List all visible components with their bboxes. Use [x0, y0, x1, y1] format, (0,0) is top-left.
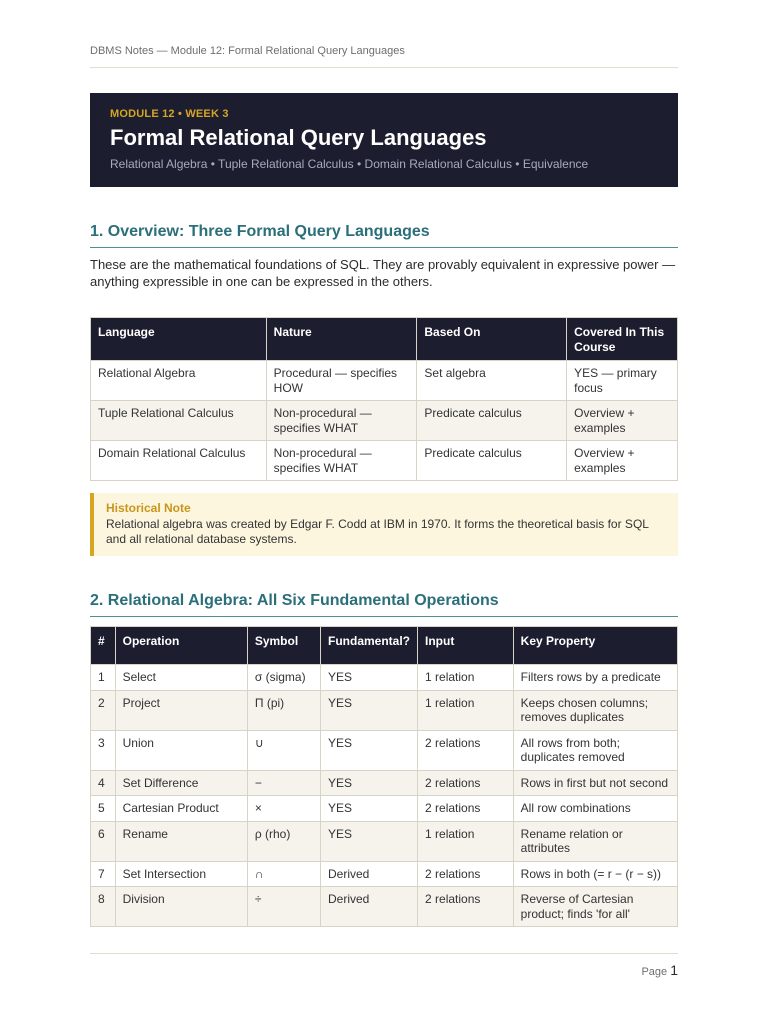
table-cell: Predicate calculus	[417, 441, 567, 481]
table-cell: ×	[247, 796, 320, 822]
table-cell: Division	[115, 887, 247, 927]
section-1-heading: 1. Overview: Three Formal Query Languages	[90, 223, 678, 248]
operations-table	[90, 626, 678, 927]
callout-body: Relational algebra was created by Edgar F. Codd at IBM in 1970. It forms the theoretical basis for SQL and all relational database systems.	[106, 517, 649, 546]
footer-divider	[90, 953, 678, 954]
table-cell: Set algebra	[417, 361, 567, 401]
table-cell: Overview + examples	[567, 401, 678, 441]
table-cell: Union	[115, 730, 247, 770]
column-header: Language	[91, 318, 267, 361]
page-number	[641, 962, 678, 978]
table-cell: Domain Relational Calculus	[91, 441, 267, 481]
section-2-heading: 2. Relational Algebra: All Six Fundamental Operations	[90, 592, 678, 617]
table-cell: 8	[91, 887, 116, 927]
table-cell: Reverse of Cartesian product; finds 'for all'	[513, 887, 677, 927]
table-cell: Rename relation or attributes	[513, 821, 677, 861]
table-cell: Non-procedural — specifies WHAT	[266, 441, 417, 481]
table-cell: All row combinations	[513, 796, 677, 822]
table-cell: Overview + examples	[567, 441, 678, 481]
table-cell: Cartesian Product	[115, 796, 247, 822]
table-cell: Set Difference	[115, 770, 247, 796]
table-cell: ρ (rho)	[247, 821, 320, 861]
table-cell: All rows from both; duplicates removed	[513, 730, 677, 770]
module-kicker: MODULE 12 • WEEK 3	[110, 108, 229, 120]
table-cell: ÷	[247, 887, 320, 927]
module-banner	[90, 93, 678, 187]
table-header-row	[91, 627, 678, 665]
table-cell: YES	[321, 690, 418, 730]
table-row	[91, 887, 678, 927]
table-cell: YES	[321, 796, 418, 822]
table-row	[91, 770, 678, 796]
table-cell: 2 relations	[418, 861, 514, 887]
table-cell: 3	[91, 730, 116, 770]
table-cell: 1 relation	[418, 690, 514, 730]
table-cell: 2	[91, 690, 116, 730]
table-row	[91, 665, 678, 691]
table-cell: 7	[91, 861, 116, 887]
table-cell: 2 relations	[418, 887, 514, 927]
table-cell: YES	[321, 665, 418, 691]
table-cell: Relational Algebra	[91, 361, 267, 401]
table-cell: Π (pi)	[247, 690, 320, 730]
table-cell: 1 relation	[418, 821, 514, 861]
column-header: Key Property	[513, 627, 677, 665]
table-row	[91, 861, 678, 887]
page-subtitle: Relational Algebra • Tuple Relational Calculus • Domain Relational Calculus • Equivalence	[110, 157, 589, 171]
table-cell: YES	[321, 770, 418, 796]
table-cell: Rows in first but not second	[513, 770, 677, 796]
column-header: Covered In This Course	[567, 318, 678, 361]
table-cell: YES — primary focus	[567, 361, 678, 401]
table-cell: 1 relation	[418, 665, 514, 691]
table-cell: Select	[115, 665, 247, 691]
table-cell: Rows in both (= r − (r − s))	[513, 861, 677, 887]
table-cell: 1	[91, 665, 116, 691]
column-header: Operation	[115, 627, 247, 665]
table-cell: Set Intersection	[115, 861, 247, 887]
table-cell: Filters rows by a predicate	[513, 665, 677, 691]
languages-table	[90, 317, 678, 481]
column-header: Fundamental?	[321, 627, 418, 665]
table-row	[91, 730, 678, 770]
table-row	[91, 821, 678, 861]
table-cell: 2 relations	[418, 796, 514, 822]
section-1-intro: These are the mathematical foundations of SQL. They are provably equivalent in expressive power — anything expressible in one can be expressed in the others.	[90, 257, 676, 289]
table-cell: 2 relations	[418, 770, 514, 796]
column-header: Input	[418, 627, 514, 665]
table-row	[91, 796, 678, 822]
table-cell: 5	[91, 796, 116, 822]
table-cell: 4	[91, 770, 116, 796]
historical-note-callout	[90, 493, 678, 556]
table-cell: Keeps chosen columns; removes duplicates	[513, 690, 677, 730]
table-row	[91, 690, 678, 730]
table-row	[91, 441, 678, 481]
table-cell: Procedural — specifies HOW	[266, 361, 417, 401]
table-cell: 6	[91, 821, 116, 861]
table-cell: Predicate calculus	[417, 401, 567, 441]
table-cell: Derived	[321, 887, 418, 927]
table-cell: Tuple Relational Calculus	[91, 401, 267, 441]
table-cell: Project	[115, 690, 247, 730]
table-cell: YES	[321, 821, 418, 861]
table-cell: YES	[321, 730, 418, 770]
column-header: Nature	[266, 318, 417, 361]
column-header: Symbol	[247, 627, 320, 665]
page-label: Page	[641, 966, 668, 978]
table-cell: Non-procedural — specifies WHAT	[266, 401, 417, 441]
callout-title: Historical Note	[106, 501, 191, 515]
table-row	[91, 401, 678, 441]
table-cell: Derived	[321, 861, 418, 887]
table-header-row	[91, 318, 678, 361]
page-number-value: 1	[670, 962, 678, 978]
table-cell: ∩	[247, 861, 320, 887]
running-header: DBMS Notes — Module 12: Formal Relational Query Languages	[90, 45, 678, 68]
column-header: Based On	[417, 318, 567, 361]
column-header: #	[91, 627, 116, 665]
table-cell: Rename	[115, 821, 247, 861]
table-cell: −	[247, 770, 320, 796]
page-title: Formal Relational Query Languages	[110, 125, 487, 150]
table-cell: ∪	[247, 730, 320, 770]
table-cell: σ (sigma)	[247, 665, 320, 691]
table-row	[91, 361, 678, 401]
table-cell: 2 relations	[418, 730, 514, 770]
